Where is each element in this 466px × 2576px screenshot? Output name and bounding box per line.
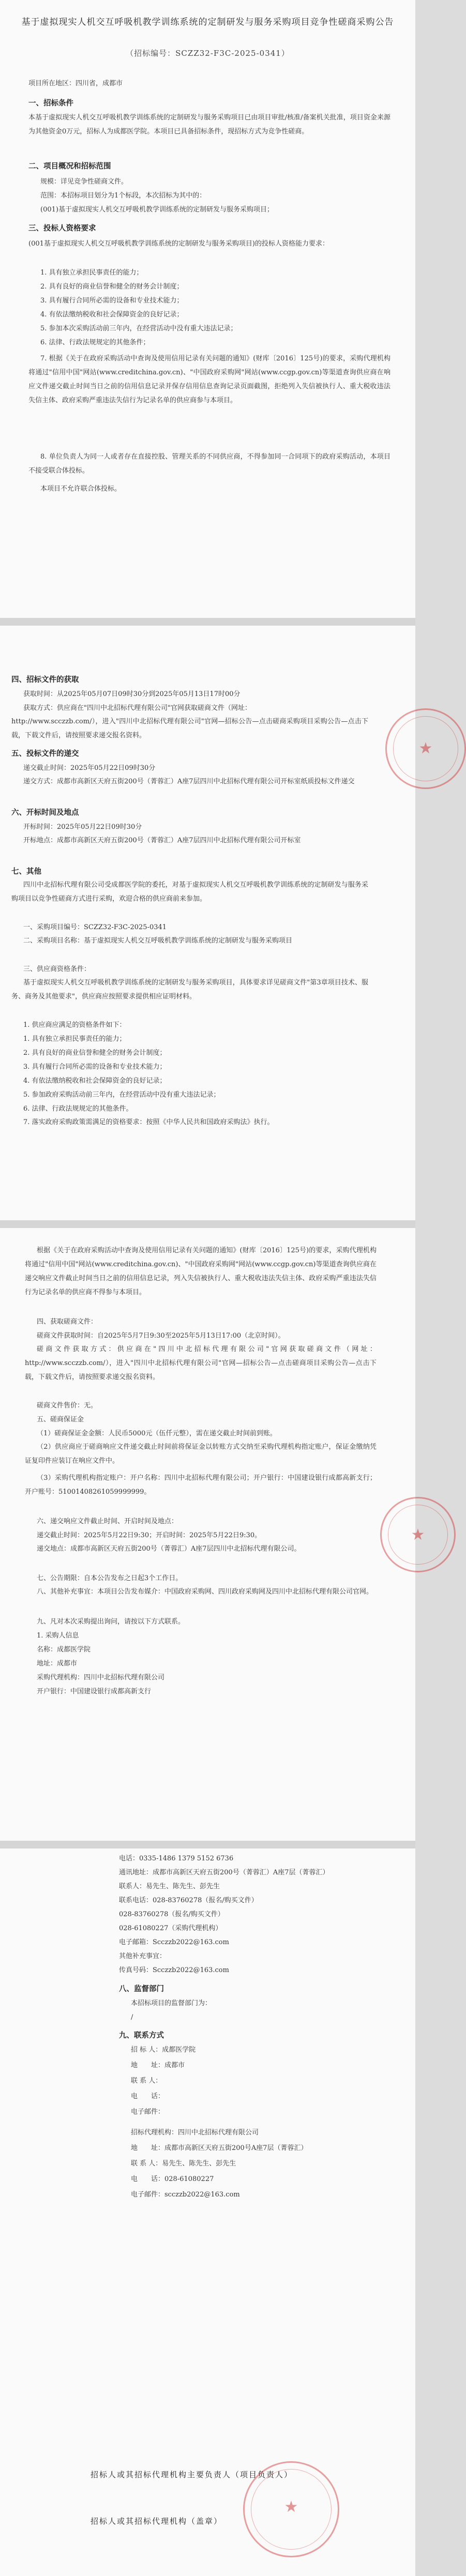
section-text: 根据《关于在政府采购活动中查询及使用信用记录有关问题的通知》(财库〔2016〕125号)的要求，采购代理机构将通过"信用中国"网站(www.creditchina.gov.cn)、"中国政府采购网"网站(www.ccgp.gov.cn)等渠道查询供应商在递交响应文件截止时间当日之前的信用信息记录，列入失信被执行人、重大税收违法失信主体、政府采购严重违法失信行为记录名单的供应商不得参与本项目。	[25, 1247, 377, 1296]
text-line: 传真号码：Scczzb2022@163.com	[119, 1966, 229, 1974]
section-heading: 五、投标文件的递交	[11, 749, 79, 758]
section-text: 开标地点：成都市高新区天府五街200号（菁蓉汇）A座7层四川中北招标代理有限公司开标室	[23, 837, 301, 844]
seal-stamp: ★	[243, 2461, 339, 2557]
text-line: 获取方式：供应商在"四川中北招标代理有限公司"官网获取磋商文件（网址：	[23, 704, 251, 712]
page-separator	[0, 618, 415, 626]
text-line: 开标时间：2025年05月22日09时30分	[23, 823, 142, 831]
section-text: 四川中北招标代理有限公司受成都医学院的委托，对基于虚拟现实人机交互呼吸机教学训练系统的定制研发与服务采购项目以竞争性磋商方式进行采购，欢迎合格的供应商前来参加。	[11, 881, 368, 903]
section-text: 递交地点：成都市高新区天府五街200号（菁蓉汇）A座7层四川中北招标代理有限公司。	[37, 1545, 301, 1553]
section-heading: 四、招标文件的获取	[11, 675, 79, 684]
text-line: 联系电话：028-83760278（报名/购买文件）	[119, 1897, 258, 1904]
list-item: 3. 具有履行合同所必需的设备和专业技术能力；	[23, 1063, 167, 1071]
text-line: 本项目不允许联合体投标。	[40, 485, 122, 493]
text-line: 四、获取磋商文件：	[37, 1318, 98, 1326]
section-heading: 六、开标时间及地点	[11, 808, 79, 817]
contact-line: 联 系 人：	[131, 2077, 162, 2085]
list-item: 4. 有依法缴纳税收和社会保障资金的良好记录；	[23, 1077, 167, 1085]
document-page-2	[0, 626, 433, 1220]
section-heading: 三、投标人资格要求	[28, 224, 96, 233]
list-item: 6. 法律、行政法规规定的其他条件。	[23, 1105, 133, 1113]
list-item: 3. 具有履行合同所必需的设备和专业技术能力；	[40, 297, 184, 305]
list-item: 2. 具有良好的商业信誉和健全的财务会计制度；	[23, 1049, 167, 1057]
text-line: 九、凡对本次采购提出询问，请按以下方式联系。	[37, 1618, 185, 1626]
contact-line: 地 址：成都市高新区天府五街200号A座7层（菁蓉汇）	[131, 2144, 308, 2152]
text-line: 七、公告期限：自本公告发布之日起3个工作日。	[37, 1574, 183, 1582]
text-line: 028-83760278（报名/购买文件）	[119, 1911, 224, 1918]
text-line: 范围：本招标项目划分为1个标段，本次招标为其中的：	[40, 192, 206, 200]
signature-line: 招标人或其招标代理机构主要负责人（项目负责人）	[91, 2470, 293, 2479]
text-line: （1）磋商保证金金额：人民币5000元（伍仟元整），需在递交截止时间前到账。	[37, 1430, 277, 1437]
text-line: 规模：详见竞争性磋商文件。	[40, 178, 128, 186]
text-line: 三、供应商资格条件：	[23, 965, 91, 973]
list-item: 2. 具有良好的商业信誉和健全的财务会计制度；	[40, 283, 184, 291]
text-line: 采购代理机构：四川中北招标代理有限公司	[37, 1674, 165, 1681]
contact-line: 招 标 人：成都医学院	[131, 2046, 196, 2054]
project-number: （招标编号：SCZZ32-F3C-2025-0341）	[126, 49, 290, 58]
page-separator	[0, 1220, 415, 1228]
seal-line: 招标人或其招标代理机构（盖章）	[91, 2517, 223, 2526]
document-title: 基于虚拟现实人机交互呼吸机教学训练系统的定制研发与服务采购项目竞争性磋商采购公告	[21, 17, 394, 27]
text-line: 电话：0335-1486 1379 5152 6736	[119, 1855, 234, 1862]
text-line: 磋商文件售价：无。	[37, 1402, 98, 1410]
section-text: （2）供应商应于磋商响应文件递交截止时间前将保证金以转账方式交纳至采购代理机构指定账户，保证金缴纳凭证复印件应装订在响应文件中。	[25, 1443, 377, 1465]
document-page-3	[0, 1228, 425, 1841]
contact-line: 电 话：	[131, 2093, 165, 2100]
list-item: 1. 供应商应满足的资格条件如下：	[23, 1021, 126, 1029]
text-line: 递交截止时间：2025年5月22日9:30；开启时间：2025年5月22日9:30。	[37, 1532, 262, 1539]
section-text: http://www.scczzb.com/），进入"四川中北招标代理有限公司"官网—招标公告—点击磋商采购项目采购公告—点击下载，下载文件后，请按照要求递交报名资料。	[11, 718, 368, 739]
section-heading: 一、招标条件	[28, 99, 73, 108]
text-line: 其他补充事宜：	[119, 1952, 167, 1960]
text-line: 一、采购项目编号：SCZZ32-F3C-2025-0341	[23, 923, 167, 931]
text-line: /	[131, 2013, 133, 2021]
text-line: 联系人：易先生、陈先生、彭先生	[119, 1883, 220, 1890]
seal-stamp: ★	[380, 1497, 456, 1572]
list-item: 4. 有依法缴纳税收和社会保障资金的良好记录；	[40, 311, 184, 319]
section-heading: 九、联系方式	[119, 2031, 164, 2040]
text-line: 开户银行：中国建设银行成都高新支行	[37, 1688, 152, 1695]
seal-stamp: ★	[385, 708, 466, 789]
section-text: （3）采购代理机构指定账户：开户名称：四川中北招标代理有限公司；开户银行：中国建设银行成都高新支行；开户账号：51001408261059999999。	[25, 1474, 377, 1496]
contact-line: 地 址：成都市	[131, 2062, 185, 2069]
contact-line: 招标代理机构：四川中北招标代理有限公司	[131, 2129, 259, 2136]
section-text: (001基于虚拟现实人机交互呼吸机教学训练系统的定制研发与服务采购项目)的投标人资格能力要求：	[28, 240, 329, 248]
contact-line: 电子邮件：scczzb2022@163.com	[131, 2191, 240, 2199]
section-heading: 八、监督部门	[119, 1984, 164, 1993]
text-line: 地址：成都市	[37, 1660, 78, 1668]
text-line: 六、递交响应文件截止时间、开启时间及地点：	[37, 1518, 178, 1525]
contact-line: 电 话：028-61080227	[131, 2175, 214, 2183]
section-text: 二、采购项目名称：基于虚拟现实人机交互呼吸机教学训练系统的定制研发与服务采购项目	[23, 937, 293, 945]
project-location: 项目所在地区：四川省，成都市	[28, 80, 123, 87]
text-line: 本招标项目的监督部门为：	[131, 1999, 212, 2007]
section-text: 本基于虚拟现实人机交互呼吸机教学训练系统的定制研发与服务采购项目已由项目审批/核准/备案机关批准，项目资金来源为其他资金0万元，招标人为成都医学院。本项目已具备招标条件，现招标方式为竞争性磋商。	[28, 114, 390, 135]
text-line: 名称：成都医学院	[37, 1646, 91, 1654]
section-heading: 七、其他	[11, 867, 41, 876]
document-page-4	[0, 1848, 415, 2576]
section-text: 基于虚拟现实人机交互呼吸机教学训练系统的定制研发与服务采购项目，具体要求详见磋商文件"第3章项目技术、服务、商务及其他要求"，供应商应按照要求提供相应证明材料。	[11, 979, 368, 1001]
section-text: 7. 落实政府采购政策需满足的资格要求：按照《中华人民共和国政府采购法》执行。	[23, 1118, 274, 1126]
list-item: 1. 具有独立承担民事责任的能力；	[40, 269, 143, 277]
list-item: 6. 法律、行政法规规定的其他条件；	[40, 339, 150, 346]
text-line: 获取时间：从2025年05月07日09时30分到2025年05月13日17时00分	[23, 690, 240, 698]
section-text: 八、其他补充事宜：本项目公告发布媒介：中国政府采购网、四川政府采购网及四川中北招标代理有限公司官网。	[37, 1588, 373, 1596]
page-separator	[0, 1841, 415, 1848]
text-line: 磋商文件获取时间：自2025年5月7日9:30至2025年5月13日17:00（北京时间）。	[37, 1332, 285, 1340]
text-line: 1. 采购人信息	[37, 1632, 79, 1640]
text-line: 五、磋商保证金	[37, 1416, 84, 1423]
text-line: 电子邮箱：Scczzb2022@163.com	[119, 1938, 229, 1946]
list-item: 1. 具有独立承担民事责任的能力；	[23, 1035, 126, 1043]
section-text: 递交方式：成都市高新区天府五街200号（菁蓉汇）A座7层四川中北招标代理有限公司开标室纸质投标文件递交	[23, 778, 355, 785]
text-line: 通讯地址：成都市高新区天府五街200号（菁蓉汇）A座7层（菁蓉汇）	[119, 1869, 329, 1876]
list-item: 8. 单位负责人为同一人或者存在直接控股、管理关系的不同供应商，不得参加同一合同项下的政府采购活动，本项目不接受联合体投标。	[28, 453, 390, 475]
list-item: 5. 参加政府采购活动前三年内，在经营活动中没有重大违法记录；	[23, 1091, 220, 1099]
text-line: 递交截止时间：2025年05月22日09时30分	[23, 764, 156, 772]
text-line: (001)基于虚拟现实人机交互呼吸机教学训练系统的定制研发与服务采购项目；	[40, 206, 274, 214]
section-text: 磋商文件获取方式：供应商在"四川中北招标代理有限公司"官网获取磋商文件（网址：http://www.scczzb.com/），进入"四川中北招标代理有限公司"官网—招标公告—点击磋商项目采购公告—点击下载，下载文件后，请按照要求递交报名资料。	[25, 1345, 377, 1381]
contact-line: 电子邮件：	[131, 2108, 165, 2116]
contact-line: 联 系 人：易先生、陈先生、彭先生	[131, 2160, 236, 2168]
list-item: 7. 根据《关于在政府采购活动中查询及使用信用记录有关问题的通知》(财库〔2016〕125号)的要求，采购代理机构将通过"信用中国"网站(www.creditchina.gov.cn)、"中国政府采购网"网站(www.ccgp.gov.cn)等渠道查询供应商在响应文件递交截止时间当日之前的信用信息记录并保存信用信息查询记录页面截图，拒绝列入失信被执行人、重大税收违法失信主体、政府采购严重违法失信行为记录名单的供应商参与本项目。	[28, 355, 390, 404]
section-heading: 二、项目概况和招标范围	[28, 162, 111, 171]
document-page-1	[0, 0, 415, 618]
text-line: 028-61080227（采购代理机构）	[119, 1925, 222, 1932]
list-item: 5. 参加本次采购活动前三年内，在经营活动中没有重大违法记录；	[40, 325, 237, 332]
